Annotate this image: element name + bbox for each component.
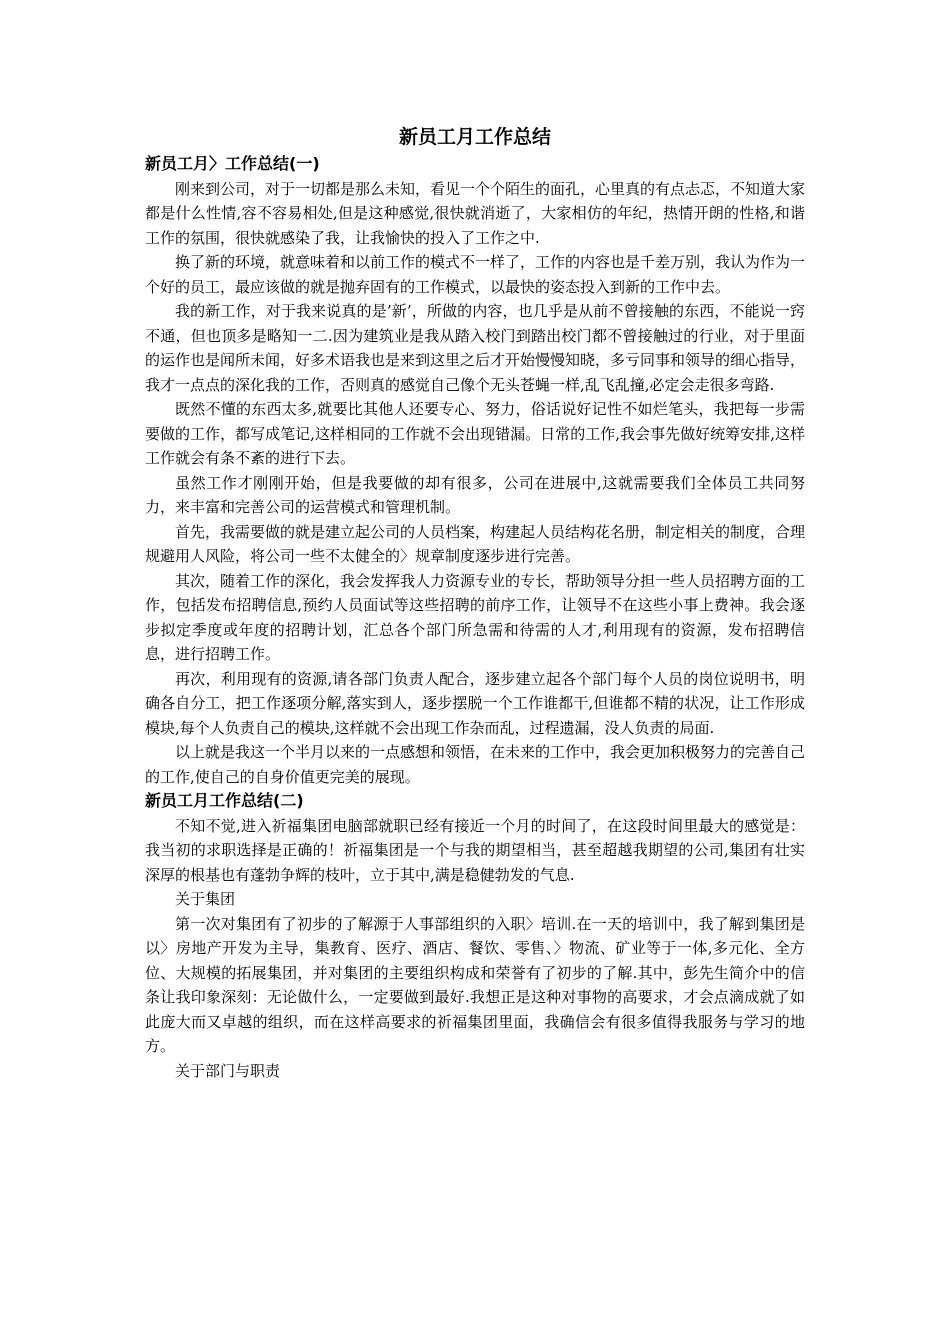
paragraph: 首先，我需要做的就是建立起公司的人员档案，构建起人员结构花名册，制定相关的制度，合理规避用人风险，将公司一些不太健全的〉规章制度逐步进行完善。 (145, 522, 806, 565)
paragraph: 换了新的环境，就意味着和以前工作的模式不一样了，工作的内容也是千差万别，我认为作为一个好的员工，最应该做的就是抛弃固有的工作模式，以最快的姿态投入到新的工作中去。 (145, 253, 806, 296)
paragraph: 第一次对集团有了初步的了解源于人事部组织的入职〉培训.在一天的培训中，我了解到集团是以〉房地产开发为主导，集教育、医疗、酒店、餐饮、零售、〉物流、矿业等于一体,多元化、全方位、大规模的拓展集团，并对集团的主要组织构成和荣誉有了初步的了解.其中，彭先生简介中的信条让我印象深刻：无论做什么，一定要做到最好.我想正是这种对事物的高要求，才会点滴成就了如此庞大而又卓越的组织，而在这样高要求的祈福集团里面，我确信会有很多值得我服务与学习的地方。 (145, 914, 805, 1055)
paragraph: 既然不懂的东西太多,就要比其他人还要专心、努力，俗话说好记性不如烂笔头，我把每一步需要做的工作，都写成笔记,这样相同的工作就不会出现错漏。日常的工作,我会事先做好统筹安排,这样工作就会有条不紊的进行下去。 (145, 400, 805, 467)
section-heading-2: 新员工月工作总结(二) (145, 791, 304, 810)
document-title: 新员工月工作总结 (398, 126, 551, 148)
subheading-about-department: 关于部门与职责 (175, 1061, 281, 1080)
document-body (145, 122, 805, 1083)
subheading-about-group: 关于集团 (175, 890, 236, 908)
paragraph: 虽然工作才刚刚开始，但是我要做的却有很多，公司在进展中,这就需要我们全体员工共同努力，来丰富和完善公司的运营模式和管理机制。 (145, 473, 805, 516)
paragraph: 其次，随着工作的深化，我会发挥我人力资源专业的专长，帮助领导分担一些人员招聘方面的工作，包括发布招聘信息,预约人员面试等这些招聘的前序工作，让领导不在这些小事上费神。我会逐步拟定季度或年度的招聘计划，汇总各个部门所急需和待需的人才,利用现有的资源，发布招聘信息，进行招聘工作。 (145, 571, 806, 663)
section-heading-1: 新员工月〉工作总结(一) (145, 154, 320, 173)
paragraph: 不知不觉,进入祈福集团电脑部就职已经有接近一个月的时间了，在这段时间里最大的感觉是：我当初的求职选择是正确的！祈福集团是一个与我的期望相当，甚至超越我期望的公司,集团有壮实深厚的根基也有蓬勃争辉的枝叶，立于其中,满是稳健勃发的气息. (145, 816, 805, 884)
paragraph: 再次，利用现有的资源,请各部门负责人配合，逐步建立起各个部门每个人员的岗位说明书，明确各自分工，把工作逐项分解,落实到人，逐步摆脱一个工作谁都干,但谁都不精的状况，让工作形成模块,每个人负责自己的模块,这样就不会出现工作杂而乱，过程遗漏，没人负责的局面. (145, 669, 805, 737)
paragraph: 我的新工作，对于我来说真的是’新’，所做的内容，也几乎是从前不曾接触的东西，不能说一窍不通，但也顶多是略知一二.因为建筑业是我从踏入校门到踏出校门都不曾接触过的行业，对于里面的运作也是闻所未闻，好多术语我也是来到这里之后才开始慢慢知晓，多亏同事和领导的细心指导，我才一点点的深化我的工作，否则真的感觉自己像个无头苍蝇一样,乱飞乱撞,必定会走很多弯路. (145, 302, 806, 394)
paragraph: 刚来到公司，对于一切都是那么未知，看见一个个陌生的面孔，心里真的有点忐忑，不知道大家都是什么性情,容不容易相处,但是这种感觉,很快就消逝了，大家相仿的年纪，热情开朗的性格,和谐工作的氛围，很快就感染了我，让我愉快的投入了工作之中. (145, 179, 806, 247)
paragraph: 以上就是我这一个半月以来的一点感想和领悟，在未来的工作中，我会更加积极努力的完善自己的工作,使自己的自身价值更完美的展现。 (145, 743, 806, 786)
